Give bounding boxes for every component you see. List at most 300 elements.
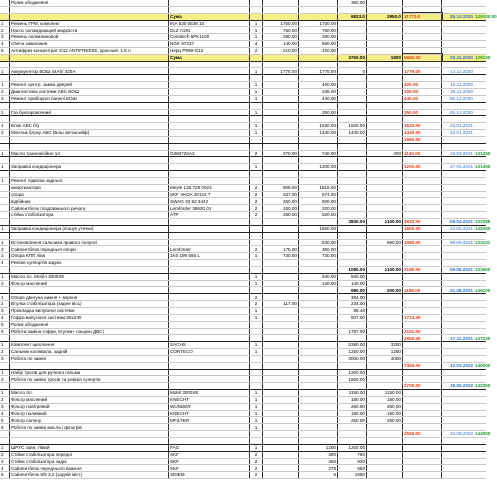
cell-parts-total[interactable]	[338, 143, 367, 150]
cell-line-amount[interactable]: 1200	[299, 444, 338, 451]
cell-mileage[interactable]	[474, 212, 486, 219]
cell-labor-total[interactable]	[367, 198, 403, 205]
cell-item-number[interactable]: 1	[0, 150, 10, 157]
cell-labor-total[interactable]	[367, 294, 403, 301]
cell-part-number[interactable]	[169, 177, 250, 184]
cell-parts-total[interactable]	[338, 177, 367, 184]
cell-service-date[interactable]: 12.03.2022	[442, 362, 475, 369]
cell-labor-total[interactable]	[367, 41, 403, 48]
cell-item-number[interactable]: 4	[0, 41, 10, 48]
cell-labor-total[interactable]	[367, 157, 403, 164]
cell-item-name[interactable]: Масло 4л.	[10, 390, 169, 397]
cell-item-name[interactable]: ШРУС зовн. Лівий	[10, 444, 169, 451]
cell-quantity[interactable]	[250, 328, 263, 335]
cell-item-number[interactable]	[0, 157, 10, 164]
cell-line-amount[interactable]	[299, 431, 338, 438]
cell-grand-total[interactable]: 400.00	[403, 82, 442, 89]
cell-service-date[interactable]	[442, 177, 475, 184]
cell-grand-total[interactable]	[403, 157, 442, 164]
cell-mileage[interactable]	[474, 68, 486, 75]
cell-unit-price[interactable]	[263, 376, 299, 383]
cell-item-number[interactable]: 3	[0, 307, 10, 314]
cell-item-number[interactable]: 1	[0, 225, 10, 232]
cell-unit-price[interactable]	[263, 355, 299, 362]
cell-unit-price[interactable]	[263, 349, 299, 356]
cell-service-date[interactable]	[442, 212, 475, 219]
cell-parts-total[interactable]: 1650	[338, 472, 367, 479]
cell-grand-total[interactable]	[403, 342, 442, 349]
cell-mileage[interactable]	[474, 232, 486, 239]
cell-grand-total[interactable]	[403, 472, 442, 479]
cell-quantity[interactable]	[250, 438, 263, 445]
cell-quantity[interactable]	[250, 232, 263, 239]
cell-line-amount[interactable]: 1520.00	[299, 123, 338, 130]
cell-item-number[interactable]: 1	[0, 342, 10, 349]
cell-unit-price[interactable]	[263, 6, 299, 13]
cell-item-name[interactable]	[10, 383, 169, 390]
cell-grand-total[interactable]	[403, 143, 442, 150]
cell-unit-price[interactable]	[263, 13, 299, 20]
cell-part-number[interactable]: KNECHT	[169, 396, 250, 403]
cell-line-amount[interactable]: 350.00	[299, 246, 338, 253]
cell-part-number[interactable]: NGK 97237	[169, 41, 250, 48]
cell-unit-price[interactable]	[263, 95, 299, 102]
cell-labor-total[interactable]	[367, 130, 403, 137]
cell-quantity[interactable]: 2	[250, 451, 263, 458]
cell-grand-total[interactable]	[403, 273, 442, 280]
cell-item-name[interactable]: Ремонт центр. замка дверей	[10, 82, 169, 89]
cell-unit-price[interactable]	[263, 225, 299, 232]
cell-labor-total[interactable]	[367, 143, 403, 150]
cell-parts-total[interactable]	[338, 225, 367, 232]
cell-item-name[interactable]: Свеча зажигания	[10, 41, 169, 48]
cell-quantity[interactable]	[250, 102, 263, 109]
cell-service-date[interactable]	[442, 116, 475, 123]
cell-line-amount[interactable]: 740.00	[299, 150, 338, 157]
cell-line-amount[interactable]	[299, 102, 338, 109]
cell-parts-total[interactable]	[338, 239, 367, 246]
cell-item-name[interactable]: Фільтр салону	[10, 417, 169, 424]
cell-unit-price[interactable]	[263, 177, 299, 184]
cell-unit-price[interactable]: 750.00	[263, 27, 299, 34]
cell-parts-total[interactable]	[338, 47, 367, 54]
cell-line-amount[interactable]	[299, 335, 338, 342]
cell-parts-total[interactable]: 1200.00	[338, 369, 367, 376]
cell-mileage[interactable]	[474, 410, 486, 417]
cell-line-amount[interactable]	[299, 294, 338, 301]
cell-mileage[interactable]	[474, 20, 486, 27]
cell-grand-total[interactable]	[403, 369, 442, 376]
cell-line-amount[interactable]	[299, 376, 338, 383]
cell-parts-total[interactable]	[338, 61, 367, 68]
cell-quantity[interactable]	[250, 219, 263, 226]
cell-parts-total[interactable]	[338, 438, 367, 445]
cell-service-date[interactable]	[442, 472, 475, 479]
cell-mileage[interactable]	[474, 369, 486, 376]
cell-part-number[interactable]	[169, 294, 250, 301]
cell-grand-total[interactable]: 11773.0	[403, 13, 442, 20]
cell-line-amount[interactable]	[299, 143, 338, 150]
cell-mileage[interactable]	[474, 34, 486, 41]
cell-item-name[interactable]: Прокладка випускної системи	[10, 307, 169, 314]
cell-quantity[interactable]: 1	[250, 403, 263, 410]
cell-quantity[interactable]: 2	[250, 301, 263, 308]
cell-item-name[interactable]: Ролик ободження	[10, 0, 169, 6]
cell-service-date[interactable]	[442, 403, 475, 410]
cell-mileage[interactable]	[474, 27, 486, 34]
cell-grand-total[interactable]	[403, 349, 442, 356]
cell-part-number[interactable]	[169, 61, 250, 68]
cell-parts-total[interactable]	[338, 362, 367, 369]
cell-labor-total[interactable]	[367, 27, 403, 34]
cell-quantity[interactable]	[250, 54, 263, 61]
cell-item-name[interactable]: Масло трансмісійне 1л	[10, 150, 169, 157]
cell-quantity[interactable]: 4	[250, 41, 263, 48]
cell-grand-total[interactable]: 1080.00	[403, 239, 442, 246]
cell-grand-total[interactable]	[403, 116, 442, 123]
cell-item-name[interactable]: Гофра випускної системи 50х230	[10, 314, 169, 321]
cell-service-date[interactable]	[442, 396, 475, 403]
cell-parts-total[interactable]: 940.00	[338, 273, 367, 280]
cell-part-number[interactable]: Mobil 3000XE	[169, 390, 250, 397]
cell-quantity[interactable]: 1	[250, 307, 263, 314]
cell-item-number[interactable]	[0, 212, 10, 219]
cell-grand-total[interactable]	[403, 27, 442, 34]
cell-service-date[interactable]: 08.04.2021	[442, 219, 475, 226]
cell-item-number[interactable]: 2	[0, 301, 10, 308]
cell-mileage[interactable]	[474, 438, 486, 445]
cell-line-amount[interactable]	[299, 116, 338, 123]
cell-quantity[interactable]: 1	[250, 34, 263, 41]
cell-labor-total[interactable]	[367, 260, 403, 267]
cell-labor-total[interactable]: 3000	[367, 355, 403, 362]
cell-quantity[interactable]	[250, 376, 263, 383]
cell-mileage[interactable]	[474, 321, 486, 328]
cell-line-amount[interactable]	[299, 260, 338, 267]
cell-parts-total[interactable]: 1440.00	[338, 130, 367, 137]
cell-unit-price[interactable]	[263, 335, 299, 342]
cell-part-number[interactable]	[169, 130, 250, 137]
cell-unit-price[interactable]	[263, 431, 299, 438]
cell-line-amount[interactable]: 275	[299, 465, 338, 472]
cell-unit-price[interactable]	[263, 410, 299, 417]
cell-labor-total[interactable]	[367, 68, 403, 75]
cell-part-number[interactable]: 1K0 199 555 L	[169, 253, 250, 260]
cell-mileage[interactable]	[474, 451, 486, 458]
cell-grand-total[interactable]: 4930.00	[403, 219, 442, 226]
cell-unit-price[interactable]	[263, 328, 299, 335]
cell-item-name[interactable]: Ремонт приборної панелі БОШ	[10, 95, 169, 102]
cell-grand-total[interactable]	[403, 376, 442, 383]
cell-line-amount[interactable]: 1440.00	[299, 130, 338, 137]
cell-item-number[interactable]	[0, 143, 10, 150]
cell-quantity[interactable]: 2	[250, 205, 263, 212]
cell-line-amount[interactable]	[299, 301, 338, 308]
cell-parts-total[interactable]	[338, 164, 367, 171]
cell-item-name[interactable]: Стійки стабілізатора задні	[10, 458, 169, 465]
cell-grand-total[interactable]	[403, 438, 442, 445]
cell-item-name[interactable]: опора	[10, 191, 169, 198]
cell-line-amount[interactable]	[299, 342, 338, 349]
cell-item-name[interactable]: Сальник колінвала, задній	[10, 349, 169, 356]
cell-labor-total[interactable]	[367, 458, 403, 465]
cell-line-amount[interactable]: 280.00	[299, 34, 338, 41]
cell-labor-total[interactable]: 1100.00	[367, 266, 403, 273]
cell-line-amount[interactable]	[299, 219, 338, 226]
cell-grand-total[interactable]	[403, 20, 442, 27]
cell-quantity[interactable]	[250, 287, 263, 294]
cell-grand-total[interactable]	[403, 321, 442, 328]
cell-grand-total[interactable]	[403, 444, 442, 451]
cell-parts-total[interactable]	[338, 88, 367, 95]
cell-labor-total[interactable]: 3200	[367, 342, 403, 349]
cell-unit-price[interactable]	[263, 273, 299, 280]
cell-line-amount[interactable]: 400.00	[299, 82, 338, 89]
cell-labor-total[interactable]: 400	[367, 150, 403, 157]
cell-unit-price[interactable]	[263, 294, 299, 301]
cell-item-name[interactable]: Набір тросів для ручного гальма	[10, 369, 169, 376]
cell-unit-price[interactable]	[263, 314, 299, 321]
cell-mileage[interactable]: 133500	[475, 267, 491, 273]
cell-mileage[interactable]: 132200	[475, 226, 491, 232]
cell-item-name[interactable]: Заправка кондиціонера	[10, 164, 169, 171]
cell-part-number[interactable]: Lemforder	[169, 246, 250, 253]
cell-quantity[interactable]	[250, 335, 263, 342]
cell-part-number[interactable]	[169, 157, 250, 164]
cell-item-number[interactable]	[0, 431, 10, 438]
cell-line-amount[interactable]	[299, 369, 338, 376]
cell-quantity[interactable]: 1	[250, 314, 263, 321]
cell-mileage[interactable]	[474, 102, 486, 109]
cell-item-name[interactable]: Заправка кондиціонера (пошук утечки)	[10, 225, 169, 232]
cell-service-date[interactable]	[442, 280, 475, 287]
cell-unit-price[interactable]	[263, 369, 299, 376]
cell-item-name[interactable]: Робота по заміні тросів та ревізія супортів	[10, 376, 169, 383]
cell-part-number[interactable]: Meyle 126 725 0024	[169, 184, 250, 191]
cell-item-name[interactable]: Роботи:заміна гофри, втулки+ пошуки ДВС)	[10, 328, 169, 335]
cell-quantity[interactable]	[250, 260, 263, 267]
cell-part-number[interactable]	[169, 239, 250, 246]
cell-item-name[interactable]	[10, 431, 169, 438]
cell-item-name[interactable]: Фільтр повітряний	[10, 403, 169, 410]
cell-item-number[interactable]: 5	[0, 472, 10, 479]
cell-grand-total[interactable]: 1200.00	[403, 164, 442, 171]
cell-item-number[interactable]: 2	[0, 451, 10, 458]
cell-parts-total[interactable]: 780	[338, 451, 367, 458]
cell-item-number[interactable]: 1	[0, 177, 10, 184]
cell-item-name[interactable]: Опора двигуна нижня + верхня	[10, 294, 169, 301]
cell-quantity[interactable]: 1	[250, 20, 263, 27]
cell-quantity[interactable]: 1	[250, 68, 263, 75]
cell-line-amount[interactable]: 500.00	[299, 198, 338, 205]
cell-service-date[interactable]	[442, 390, 475, 397]
cell-unit-price[interactable]	[263, 362, 299, 369]
cell-line-amount[interactable]	[299, 362, 338, 369]
cell-part-number[interactable]: Сума	[169, 13, 250, 20]
cell-quantity[interactable]: 1	[250, 95, 263, 102]
cell-item-name[interactable]: Блок АБС б/у	[10, 123, 169, 130]
cell-part-number[interactable]	[169, 383, 250, 390]
cell-labor-total[interactable]	[367, 431, 403, 438]
cell-unit-price[interactable]	[263, 424, 299, 431]
cell-line-amount[interactable]	[299, 390, 338, 397]
cell-part-number[interactable]	[169, 314, 250, 321]
cell-unit-price[interactable]: 160.00	[263, 205, 299, 212]
cell-unit-price[interactable]	[263, 102, 299, 109]
cell-parts-total[interactable]: 1080.00	[338, 266, 367, 273]
cell-quantity[interactable]	[250, 6, 263, 13]
cell-unit-price[interactable]: 280.00	[263, 34, 299, 41]
cell-mileage[interactable]	[474, 301, 486, 308]
cell-part-number[interactable]	[169, 362, 250, 369]
cell-labor-total[interactable]	[367, 369, 403, 376]
cell-service-date[interactable]	[442, 41, 475, 48]
cell-mileage[interactable]	[474, 403, 486, 410]
cell-parts-total[interactable]: 234.00	[338, 301, 367, 308]
cell-quantity[interactable]: 2	[250, 191, 263, 198]
cell-quantity[interactable]: 1	[250, 280, 263, 287]
cell-quantity[interactable]	[250, 355, 263, 362]
cell-quantity[interactable]	[250, 136, 263, 143]
cell-line-amount[interactable]: 674.00	[299, 191, 338, 198]
cell-labor-total[interactable]	[367, 116, 403, 123]
cell-service-date[interactable]: 18.03.2021	[442, 150, 475, 157]
cell-line-amount[interactable]	[299, 171, 338, 178]
cell-mileage[interactable]	[474, 342, 486, 349]
cell-grand-total[interactable]: 2180.00	[403, 266, 442, 273]
cell-line-amount[interactable]	[299, 232, 338, 239]
cell-grand-total[interactable]: 2700.00	[403, 383, 442, 390]
cell-parts-total[interactable]: 350.00	[338, 0, 367, 6]
cell-mileage[interactable]	[474, 184, 486, 191]
cell-line-amount[interactable]	[299, 13, 338, 20]
cell-unit-price[interactable]	[263, 136, 299, 143]
cell-parts-total[interactable]: 88.40	[338, 307, 367, 314]
cell-item-number[interactable]: 1	[0, 123, 10, 130]
cell-service-date[interactable]	[442, 253, 475, 260]
cell-unit-price[interactable]	[263, 458, 299, 465]
cell-line-amount[interactable]: 6	[299, 472, 338, 479]
cell-labor-total[interactable]	[367, 123, 403, 130]
cell-grand-total[interactable]	[403, 307, 442, 314]
cell-labor-total[interactable]: 200.00	[367, 287, 403, 294]
cell-grand-total[interactable]	[403, 34, 442, 41]
cell-unit-price[interactable]: 117.00	[263, 301, 299, 308]
cell-parts-total[interactable]	[338, 191, 367, 198]
cell-grand-total[interactable]: 1440.00	[403, 130, 442, 137]
cell-part-number[interactable]: Нерц P999-G12	[169, 47, 250, 54]
cell-item-name[interactable]	[10, 136, 169, 143]
cell-service-date[interactable]	[442, 342, 475, 349]
cell-item-number[interactable]: 2	[0, 376, 10, 383]
cell-grand-total[interactable]	[403, 47, 442, 54]
cell-quantity[interactable]: 1	[250, 342, 263, 349]
cell-mileage[interactable]: 131450	[475, 164, 491, 170]
cell-grand-total[interactable]	[403, 355, 442, 362]
cell-part-number[interactable]	[169, 438, 250, 445]
cell-quantity[interactable]	[250, 75, 263, 82]
cell-labor-total[interactable]	[367, 335, 403, 342]
cell-item-name[interactable]	[10, 54, 169, 61]
cell-service-date[interactable]: 17.11.2021	[442, 335, 475, 342]
cell-service-date[interactable]	[442, 424, 475, 431]
cell-unit-price[interactable]: 337.00	[263, 191, 299, 198]
cell-item-name[interactable]	[10, 116, 169, 123]
cell-parts-total[interactable]	[338, 431, 367, 438]
cell-grand-total[interactable]	[403, 205, 442, 212]
cell-labor-total[interactable]	[367, 191, 403, 198]
cell-quantity[interactable]: 1	[250, 88, 263, 95]
cell-mileage[interactable]	[474, 191, 486, 198]
cell-grand-total[interactable]	[403, 458, 442, 465]
cell-mileage[interactable]	[474, 177, 486, 184]
cell-part-number[interactable]	[169, 424, 250, 431]
cell-mileage[interactable]	[474, 198, 486, 205]
cell-item-number[interactable]: 6	[0, 424, 10, 431]
cell-grand-total[interactable]	[403, 390, 442, 397]
cell-unit-price[interactable]	[263, 171, 299, 178]
cell-item-name[interactable]: Фільтр масляний	[10, 280, 169, 287]
cell-parts-total[interactable]	[338, 246, 367, 253]
cell-service-date[interactable]	[442, 136, 475, 143]
cell-item-number[interactable]	[0, 75, 10, 82]
cell-item-name[interactable]: Антифриз-концентрат G12 ANTIFREEZE, красный, 1,5 л	[10, 47, 169, 54]
cell-service-date[interactable]	[442, 349, 475, 356]
cell-parts-total[interactable]	[338, 424, 367, 431]
cell-part-number[interactable]	[169, 355, 250, 362]
cell-parts-total[interactable]	[338, 116, 367, 123]
cell-part-number[interactable]: INA 530 0538 10	[169, 20, 250, 27]
cell-item-number[interactable]: 1	[0, 273, 10, 280]
cell-item-number[interactable]: 4	[0, 314, 10, 321]
cell-grand-total[interactable]: 1775.00	[403, 68, 442, 75]
cell-labor-total[interactable]	[367, 383, 403, 390]
cell-quantity[interactable]	[250, 171, 263, 178]
cell-unit-price[interactable]	[263, 266, 299, 273]
cell-line-amount[interactable]: 440.00	[299, 95, 338, 102]
cell-parts-total[interactable]	[338, 41, 367, 48]
cell-parts-total[interactable]: 1520.00	[338, 123, 367, 130]
cell-item-number[interactable]: 1	[0, 444, 10, 451]
cell-parts-total[interactable]	[338, 82, 367, 89]
cell-item-name[interactable]: Фільтр масляний	[10, 396, 169, 403]
cell-parts-total[interactable]	[338, 321, 367, 328]
cell-parts-total[interactable]: 250.00	[338, 417, 367, 424]
cell-part-number[interactable]	[169, 321, 250, 328]
cell-quantity[interactable]: 2	[250, 472, 263, 479]
cell-line-amount[interactable]: 420.00	[299, 47, 338, 54]
cell-service-date[interactable]	[442, 410, 475, 417]
cell-labor-total[interactable]	[367, 451, 403, 458]
cell-quantity[interactable]: 1	[250, 417, 263, 424]
cell-line-amount[interactable]	[299, 307, 338, 314]
cell-item-number[interactable]	[0, 438, 10, 445]
cell-mileage[interactable]: 133101	[475, 239, 491, 245]
cell-line-amount[interactable]	[299, 349, 338, 356]
cell-service-date[interactable]	[442, 47, 475, 54]
cell-part-number[interactable]	[169, 280, 250, 287]
cell-grand-total[interactable]: 1520.00	[403, 123, 442, 130]
cell-mileage[interactable]: 132085	[475, 219, 491, 225]
cell-service-date[interactable]	[442, 438, 475, 445]
cell-service-date[interactable]	[442, 27, 475, 34]
cell-part-number[interactable]	[169, 109, 250, 116]
cell-service-date[interactable]: 02.11.2020	[442, 54, 475, 61]
cell-labor-total[interactable]	[367, 212, 403, 219]
cell-service-date[interactable]	[442, 6, 475, 13]
cell-unit-price[interactable]	[263, 307, 299, 314]
cell-labor-total[interactable]	[367, 376, 403, 383]
